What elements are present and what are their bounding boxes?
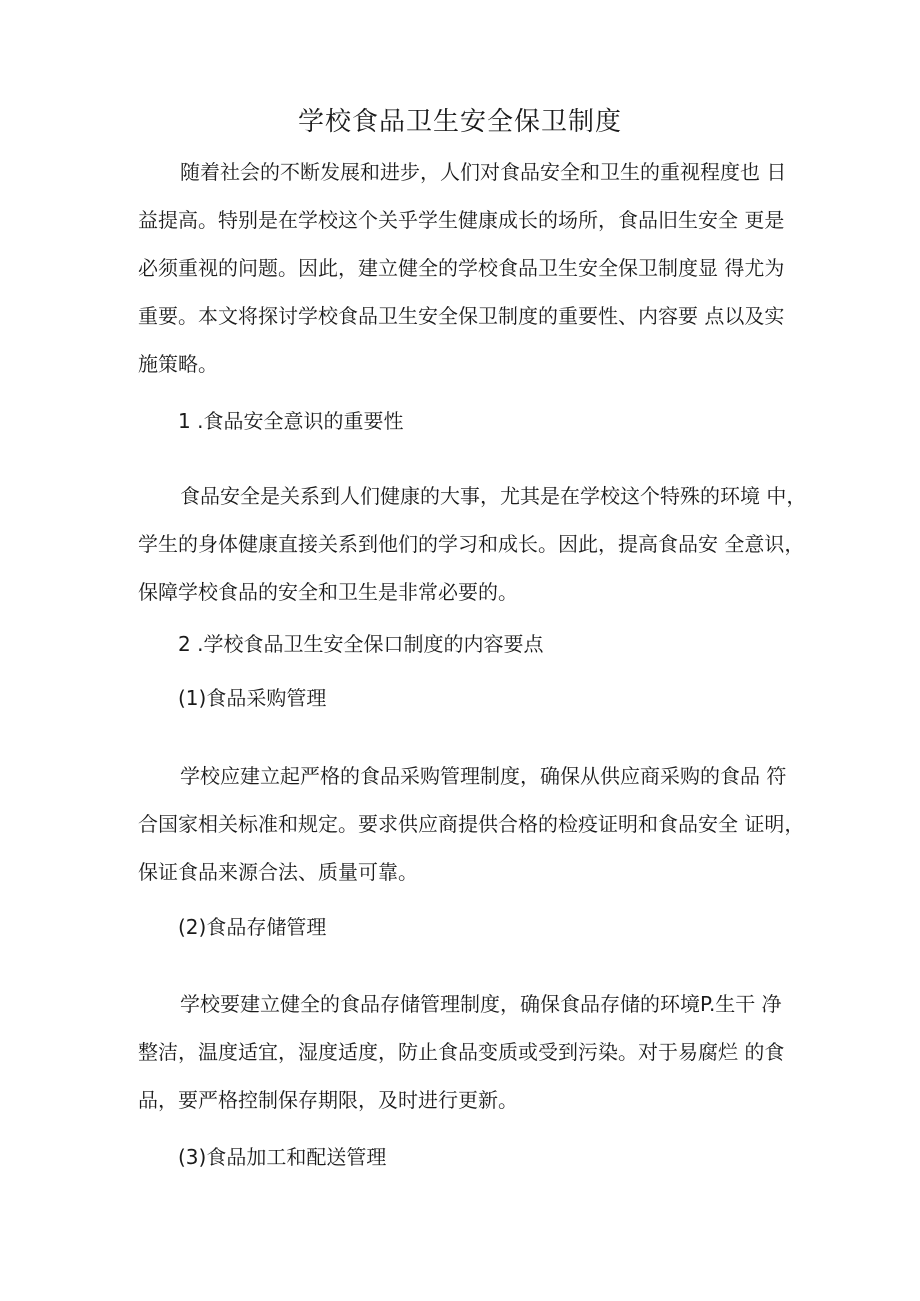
subsection-2-line-1: 学校要建立健全的食品存储管理制度，确保食品存储的环境P.生干 净 [180,992,782,1016]
subsection-1-line-1: 学校应建立起严格的食品采购管理制度，确保从供应商采购的食品 符 [180,764,787,788]
section-1-line-1: 食品安全是关系到人们健康的大事，尤其是在学校这个特殊的环境 中， [180,484,807,508]
section-1-heading: 1 .食品安全意识的重要性 [178,409,404,433]
subsection-1-line-2: 合国家相关标准和规定。要求供应商提供合格的检疫证明和食品安全 证明， [138,812,805,836]
subsection-1-line-3: 保证食品来源合法、质量可靠。 [138,860,418,884]
intro-line-2: 益提高。特别是在学校这个关乎学生健康成长的场所，食品旧生安全 更是 [138,208,785,232]
intro-line-4: 重要。本文将探讨学校食品卫生安全保卫制度的重要性、内容要 点以及实 [138,304,785,328]
section-1-line-3: 保障学校食品的安全和卫生是非常必要的。 [138,580,518,604]
subsection-1-heading: (1)食品采购管理 [178,686,327,710]
section-1-line-2: 学生的身体健康直接关系到他们的学习和成长。因此，提高食品安 全意识， [138,532,805,556]
intro-line-1: 随着社会的不断发展和进步，人们对食品安全和卫生的重视程度也 日 [180,160,787,184]
intro-line-5: 施策略。 [138,352,218,376]
subsection-2-heading: (2)食品存储管理 [178,915,327,939]
subsection-2-line-3: 品，要严格控制保存期限，及时进行更新。 [138,1088,518,1112]
intro-line-3: 必须重视的问题。因此，建立健全的学校食品卫生安全保卫制度显 得尤为 [138,256,785,280]
section-2-heading: 2 .学校食品卫生安全保口制度的内容要点 [178,632,544,656]
subsection-2-line-2: 整洁，温度适宜，湿度适度，防止食品变质或受到污染。对于易腐烂 的食 [138,1040,785,1064]
document-title: 学校食品卫生安全保卫制度 [297,107,622,137]
subsection-3-heading: (3)食品加工和配送管理 [178,1145,387,1169]
